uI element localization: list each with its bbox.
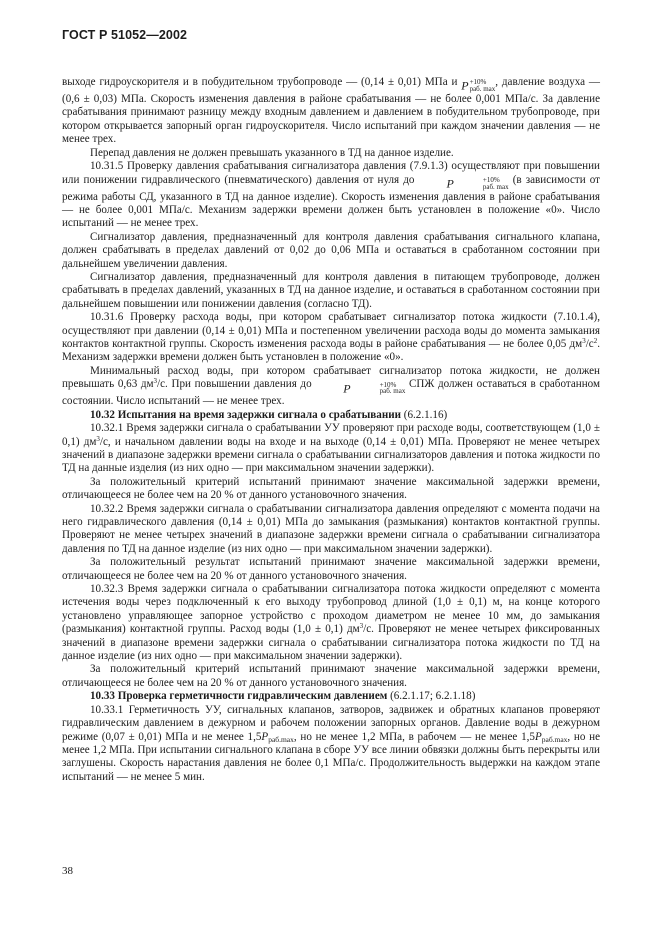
text-run: , давление воздуха — (0,6 ± 0,03) МПа. Скорость изменения давления в районе срабатывания — не более 0,001 МПа/с. За давление срабатывания принимают разницу между входным давлением и давлением в побудительном трубопроводе, при котором открывается запорный орган гидроускорителя. Число испытаний при каждом значении давления — не менее трех.: [62, 76, 600, 146]
text-run: 10.32.2 Время задержки сигнала о срабатывании сигнализатора давления определяют с момента подачи на него гидравлического давления (0,14 ± 0,01) МПа до замыкания (размыкания) контактов контактной группы. Проверяют не менее четырех значений в диапазоне задержки времени сигнала о срабатывании сигнализатора давления по ТД на данное изделие (из них одно — при максимальном значении задержки).: [62, 502, 600, 555]
paragraph: [62, 476, 600, 503]
paragraph: [62, 160, 600, 231]
text-run: (6.2.1.16): [401, 408, 448, 421]
paragraph: [62, 663, 600, 690]
section-heading: 10.32 Испытания на время задержки сигнала о срабатывании: [90, 408, 401, 421]
page-header-standard-number: ГОСТ Р 51052—2002: [62, 28, 188, 42]
section-heading: 10.33 Проверка герметичности гидравлическим давлением: [90, 690, 388, 703]
text-run: /с, и начальном давлении воды на входе и на выходе (0,14 ± 0,01) МПа. Проверяют не менее четырех значений в диапазоне задержки времени сигнала о срабатывании сигнализаторов давления и потока жидкости по ТД на данные изделия (из них одно — при максимальном значении задержки).: [62, 435, 601, 475]
text-run: 3: [153, 377, 158, 386]
text-run: СПЖ должен оставаться в сработанном состоянии. Число испытаний — не менее трех.: [62, 378, 600, 408]
document-body: [62, 76, 600, 784]
pressure-variable: P +10% раб. max: [461, 78, 496, 94]
text-run: Перепад давления не должен превышать указанного в ТД на данное изделие.: [90, 146, 454, 159]
text-run: . Механизм задержки времени должен быть установлен в положение «0».: [62, 338, 600, 364]
text-run: За положительный критерий испытаний принимают значение максимальной задержки времени, отличающееся не более чем на 20 % от данного установочного значения.: [62, 663, 600, 689]
text-run: /с. При повышении давления до: [157, 378, 316, 391]
text-run: За положительный результат испытаний принимают значение максимальной задержки времени, отличающееся не более чем на 20 % от данного установочного значения.: [62, 556, 600, 582]
text-run: 3: [582, 337, 586, 346]
text-run: 2: [593, 337, 598, 346]
pressure-variable: P +10% раб. max: [446, 175, 509, 191]
paragraph: [62, 583, 600, 663]
text-run: 10.31.5 Проверку давления срабатывания сигнализатора давления (7.9.1.3) осуществляют при повышении или понижении гидравлического (пневматического) давления от нуля до: [62, 160, 600, 186]
text-run: 10.32.3 Время задержки сигнала о срабатывании сигнализатора потока жидкости определяют с момента истечения воды через подключенный к его выходу трубопровод длиной (1,0 ± 0,1) м, на конце которого установлено управляющее запорное устройство с проходом диаметром не менее 10 мм, до замыкания (размыкания) контактной группы. Расход воды (1,0 ± 0,1) дм: [62, 583, 600, 636]
paragraph: [62, 311, 600, 365]
paragraph: [62, 76, 600, 147]
text-run: (в зависимости от режима работы СД, указанного в ТД на данное изделие). Скорость изменения давления в районе срабатывания — не более 0,001 МПа/с. Механизм задержки времени должен быть установлен в положение «0». Число испытаний — не менее трех.: [62, 173, 600, 230]
paragraph: [62, 365, 600, 409]
paragraph: [62, 271, 600, 311]
text-run: /с. Проверяют не менее четырех фиксированных значений в диапазоне времени задержки сигнала о срабатывании сигнализатора потока жидкости по ТД на данное изделие (из них одно — при максимальном значении задержки).: [62, 623, 600, 663]
text-run: 3: [96, 434, 100, 443]
text-run: P: [261, 730, 269, 743]
text-run: выходе гидроускорителя и в побудительном трубопроводе — (0,14 ± 0,01) МПа и: [62, 76, 462, 88]
paragraph: [62, 503, 600, 557]
page-number: 38: [62, 865, 73, 877]
paragraph: [62, 409, 600, 422]
paragraph: [62, 556, 600, 583]
paragraph: [62, 231, 600, 271]
paragraph: [62, 422, 600, 476]
text-run: , но не менее 1,2 МПа, в рабочем — не менее 1,5: [293, 730, 535, 743]
text-run: Сигнализатор давления, предназначенный для контроля давления в питающем трубопроводе, должен срабатывать в пределах давлений, указанных в ТД на данное изделие, и оставаться в сработанном состоянии при дальнейшем повышении или понижении давления (согласно ТД).: [62, 271, 600, 310]
pressure-variable: P +10% раб. max: [343, 380, 406, 396]
text-run: 10.33.1 Герметичность УУ, сигнальных клапанов, затворов, задвижек и обратных клапанов проверяют гидравлическим давлением в дежурном и рабочем положении запорных органов. Давление воды в дежурном режиме (0,07 ± 0,01) МПа и не менее 1,5: [62, 703, 600, 743]
text-run: раб.max: [268, 734, 294, 744]
text-run: 10.31.6 Проверку расхода воды, при котором срабатывает сигнализатор потока жидкости (7.10.1.4), осуществляют при давлении (0,14 ± 0,01) МПа и постепенном увеличении расхода воды до момента замыкания контактов контактной группы. Скорость изменения расхода воды в районе срабатывания — не более 0,05 дм: [62, 311, 600, 351]
text-run: Сигнализатор давления, предназначенный для контроля давления срабатывания сигнального клапана, должен срабатывать в пределах давлений от 0,02 до 0,06 МПа и оставаться в сработанном состоянии при дальнейшем увеличении давления.: [62, 230, 600, 270]
text-run: За положительный критерий испытаний принимают значение максимальной задержки времени, отличающееся не более чем на 20 % от данного установочного значения.: [62, 475, 600, 502]
text-run: (6.2.1.17; 6.2.1.18): [387, 690, 476, 703]
paragraph: [62, 147, 600, 160]
text-run: Минимальный расход воды, при котором срабатывает сигнализатор потока жидкости, не должен превышать 0,63 дм: [62, 364, 600, 391]
paragraph: [62, 690, 600, 703]
paragraph: [62, 704, 600, 784]
text-run: , но не менее 1,2 МПа. При испытании сигнального клапана в сборе УУ все линии обвязки должны быть перекрыты или заглушены. Скорость нарастания давления не более 0,1 МПа/с. Продолжительность выдержки на каждом этапе испытаний — не менее 5 мин.: [62, 730, 601, 783]
text-run: P: [534, 730, 542, 743]
text-run: 10.32.1 Время задержки сигнала о срабатывании УУ проверяют при расходе воды, соответствующем (1,0 ± 0,1) дм: [62, 422, 600, 448]
text-run: раб.max: [541, 734, 568, 744]
text-run: /с: [585, 338, 594, 351]
text-run: 3: [359, 622, 364, 631]
